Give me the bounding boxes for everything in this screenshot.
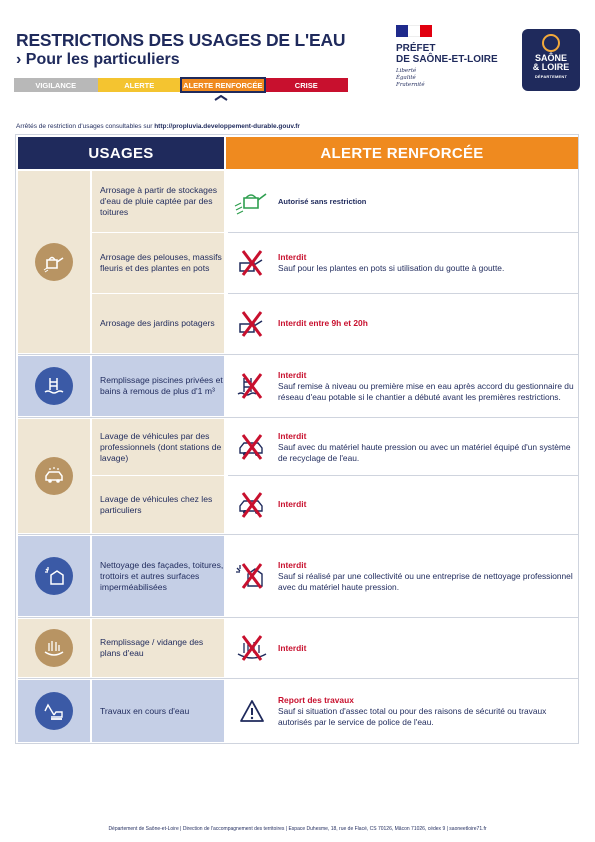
usage-label: Remplissage piscines privées et bains à remous de plus d'1 m³ <box>92 356 224 416</box>
usage-label: Arrosage des pelouses, massifs fleuris et des plantes en pots <box>92 233 224 293</box>
table-row <box>92 536 578 616</box>
table-row <box>92 294 578 353</box>
rainwater-watering-icon <box>234 188 270 216</box>
level-vigilance: VIGILANCE <box>14 78 98 92</box>
usage-label: Travaux en cours d'eau <box>92 680 224 742</box>
table-row <box>92 419 578 475</box>
restriction-text: Interdit Sauf avec du matériel haute pression ou avec un matériel équipé d'un système de recyclage de l'eau. <box>278 430 571 463</box>
table-row <box>92 619 578 677</box>
car-wash-forbidden-icon <box>234 491 270 519</box>
usage-label: Lavage de véhicules par des professionnels (dont stations de lavage) <box>92 419 224 475</box>
pool-icon <box>35 367 73 405</box>
restriction-text: Report des travaux Sauf si situation d'assec total ou pour des raisons de sécurité ou travaux autorisés par le service de police de l'eau. <box>278 694 547 727</box>
level-alerte: ALERTE <box>98 78 182 92</box>
table-row <box>92 356 578 416</box>
group-lavage-vehicules <box>18 419 578 533</box>
restriction-text: Interdit <box>278 642 307 653</box>
restriction-text: Interdit Sauf pour les plantes en pots si utilisation du goutte à goutte. <box>278 252 505 273</box>
sprinkler-forbidden-icon <box>234 310 270 338</box>
table-row <box>92 233 578 293</box>
pond-icon <box>35 629 73 667</box>
car-wash-forbidden-icon <box>234 433 270 461</box>
excavator-icon <box>35 692 73 730</box>
restriction-cell <box>228 171 578 232</box>
group-icon-cell <box>18 171 90 353</box>
facade-cleaning-icon <box>35 557 73 595</box>
source-link[interactable]: http://propluvia.developpement-durable.gouv.fr <box>154 123 300 130</box>
page-title: RESTRICTIONS DES USAGES DE L'EAU <box>16 30 346 50</box>
usage-label: Remplissage / vidange des plans d'eau <box>92 619 224 677</box>
pond-forbidden-icon <box>234 634 270 662</box>
table-row <box>92 476 578 533</box>
watering-can-icon <box>35 243 73 281</box>
group-icon-cell <box>18 356 90 416</box>
warning-icon <box>234 697 270 725</box>
restriction-cell <box>228 476 578 533</box>
column-header-usages: USAGES <box>18 137 224 169</box>
restriction-text: Interdit Sauf remise à niveau ou première mise en eau après accord du gestionnaire du réseau d'eau potable si le chantier a débuté avant les premières restrictions. <box>278 369 574 402</box>
french-flag-icon <box>396 25 432 37</box>
restriction-text: Interdit Sauf si réalisé par une collectivité ou une entreprise de nettoyage professionnel avec du matériel haute pression. <box>278 559 573 592</box>
restriction-cell <box>228 536 578 616</box>
level-marker-icon <box>214 95 228 101</box>
table-row <box>92 680 578 742</box>
departement-logo: SAÔNE & LOIRE DÉPARTEMENT <box>522 29 580 91</box>
group-icon-cell <box>18 619 90 677</box>
restriction-cell <box>228 233 578 293</box>
prefet-name: PRÉFET DE SAÔNE-ET-LOIRE <box>396 43 498 65</box>
restriction-cell <box>228 419 578 475</box>
alert-level-scale <box>14 78 348 92</box>
restriction-text: Interdit <box>278 499 307 509</box>
table-row <box>92 171 578 232</box>
group-travaux <box>18 680 578 742</box>
group-icon-cell <box>18 536 90 616</box>
group-piscines <box>18 356 578 416</box>
level-crise: CRISE <box>265 78 349 92</box>
restriction-cell <box>228 680 578 742</box>
group-icon-cell <box>18 419 90 533</box>
restriction-cell <box>228 294 578 353</box>
source-note: Arrêtés de restriction d'usages consultables sur http://propluvia.developpement-durable.gouv.fr <box>16 123 300 130</box>
page-subtitle: › Pour les particuliers <box>16 51 180 68</box>
usage-label: Arrosage des jardins potagers <box>92 294 224 353</box>
restriction-cell <box>228 356 578 416</box>
departement-emblem-icon <box>542 34 560 52</box>
group-plans-eau <box>18 619 578 677</box>
car-wash-icon <box>35 457 73 495</box>
sprinkler-forbidden-icon <box>234 249 270 277</box>
restriction-cell <box>228 619 578 677</box>
level-alerte-renforcee: ALERTE RENFORCÉE <box>181 78 265 92</box>
facade-cleaning-forbidden-icon <box>234 562 270 590</box>
restrictions-table <box>15 134 579 744</box>
republic-motto: Liberté Égalité Fraternité <box>396 68 425 88</box>
column-header-alerte: ALERTE RENFORCÉE <box>226 137 578 169</box>
restriction-text: Interdit entre 9h et 20h <box>278 318 368 328</box>
pool-forbidden-icon <box>234 372 270 400</box>
prefet-logo <box>396 25 516 89</box>
group-nettoyage <box>18 536 578 616</box>
group-arrosage <box>18 171 578 353</box>
group-icon-cell <box>18 680 90 742</box>
page-footer: Département de Saône-et-Loire | Direction de l'accompagnement des territoires | Espace Duhesme, 18, rue de Flacé, CS 70126, Mâcon 71026, cédex 9 | saoneetloire71.fr <box>108 826 487 832</box>
usage-label: Arrosage à partir de stockages d'eau de pluie captée par des toitures <box>92 171 224 232</box>
usage-label: Nettoyage des façades, toitures, trottoirs et autres surfaces imperméabilisées <box>92 536 224 616</box>
usage-label: Lavage de véhicules chez les particuliers <box>92 476 224 533</box>
restriction-text: Autorisé sans restriction <box>278 197 367 206</box>
